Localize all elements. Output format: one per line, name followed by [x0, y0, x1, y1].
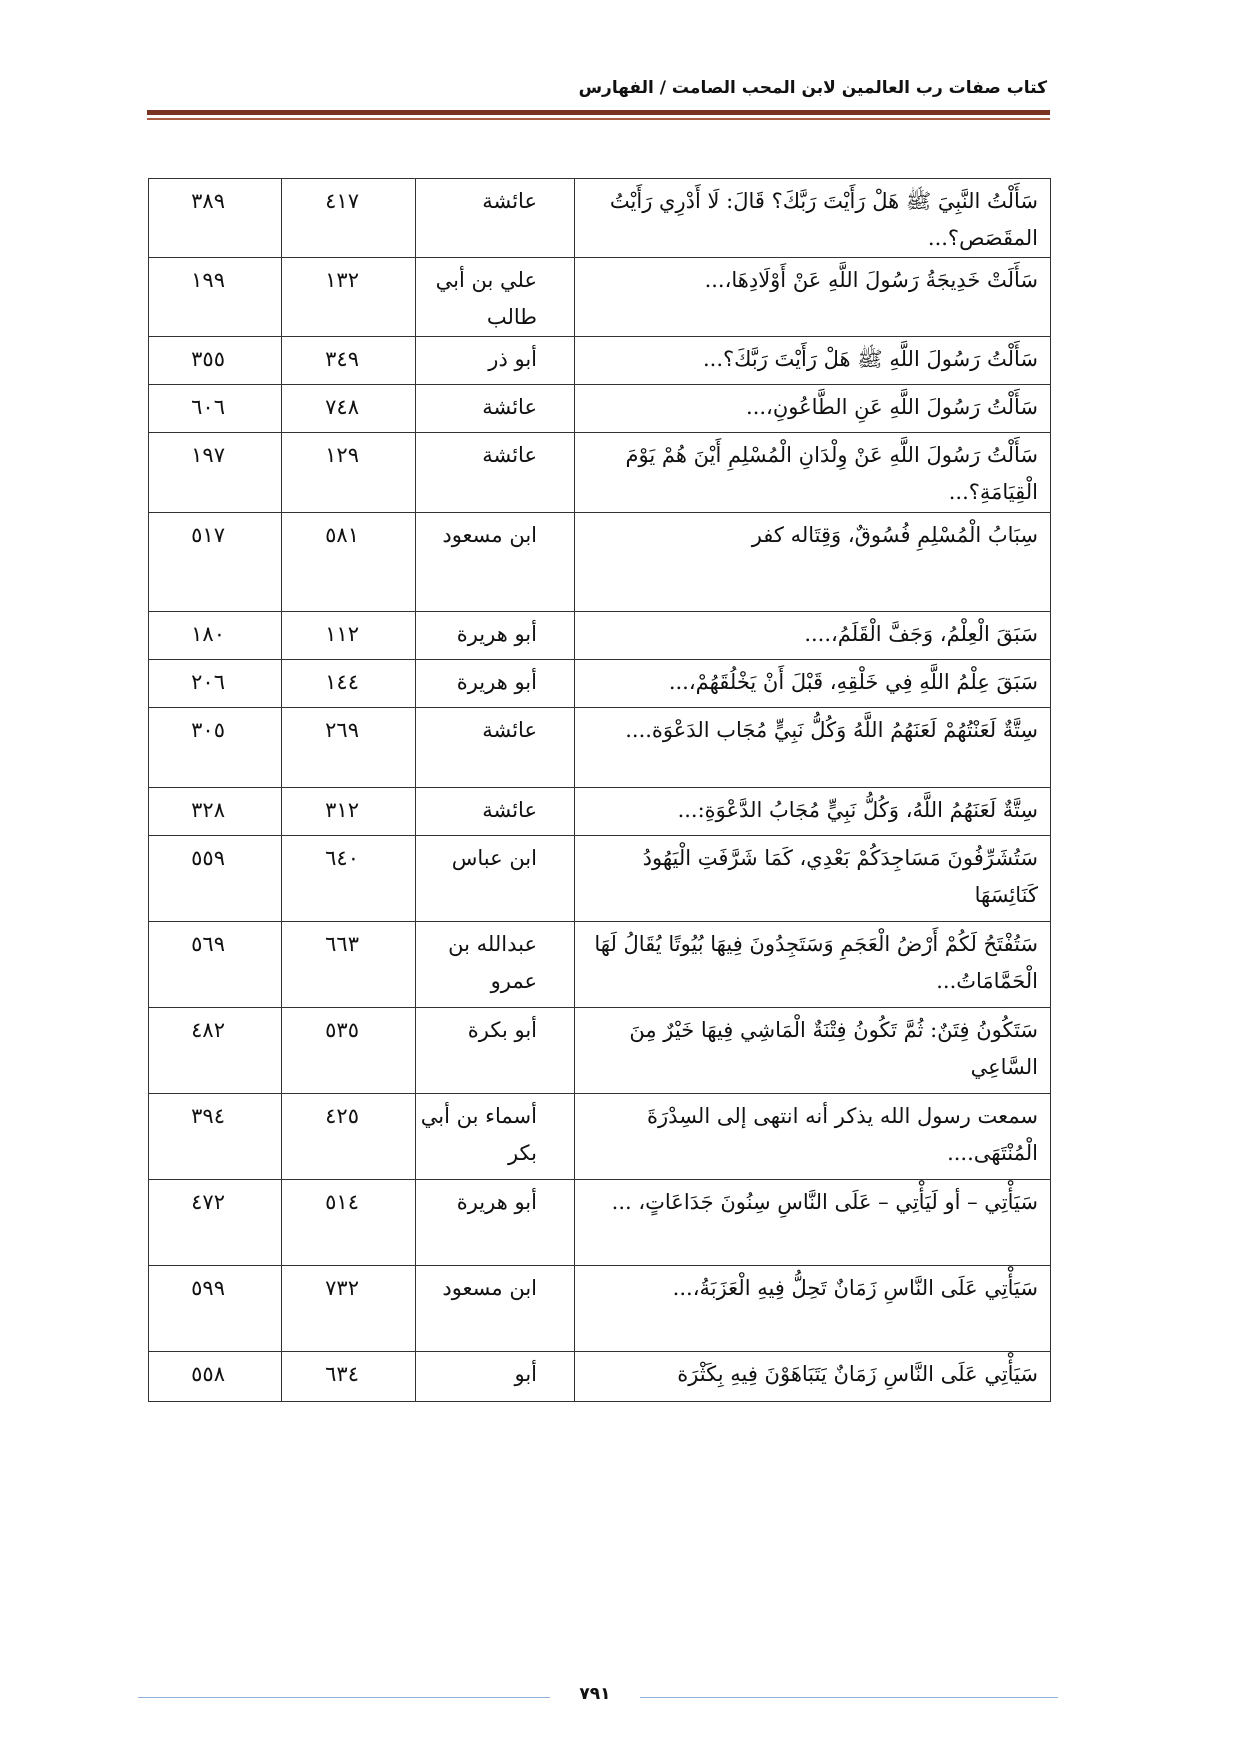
page-cell-text: ٤٨٢: [191, 1018, 225, 1042]
hadith-number-cell: [282, 1094, 416, 1180]
hadith-text-cell-text: سمعت رسول الله يذكر أنه انتهى إلى السِدْرَةَ الْمُنْتَهَى....: [647, 1104, 1038, 1165]
page-cell-text: ٥٥٩: [191, 846, 225, 870]
page-cell: [149, 433, 282, 513]
hadith-text-cell-text: سَأَلْتُ رَسُولَ اللَّهِ عَنْ وِلْدَانِ الْمُسْلِمِ أَيْنَ هُمْ يَوْمَ الْقِيَامَةِ؟...: [625, 443, 1038, 504]
hadith-number-cell-text: ١٢٩: [325, 443, 359, 467]
narrator-cell-text: عائشة: [482, 798, 537, 822]
page-cell-text: ٦٠٦: [191, 395, 225, 419]
narrator-cell: [416, 337, 575, 385]
page-cell: [149, 385, 282, 433]
hadith-text-cell: [575, 660, 1051, 708]
hadith-number-cell-text: ٤١٧: [325, 189, 359, 213]
hadith-number-cell: [282, 660, 416, 708]
hadith-text-cell: [575, 385, 1051, 433]
hadith-number-cell: [282, 1008, 416, 1094]
page-cell-text: ١٨٠: [191, 622, 225, 646]
narrator-cell-text: عائشة: [482, 395, 537, 419]
narrator-cell-text: أبو هريرة: [456, 622, 537, 646]
table-row: [149, 385, 1051, 433]
hadith-number-cell: [282, 433, 416, 513]
hadith-text-cell: [575, 179, 1051, 258]
narrator-cell: [416, 660, 575, 708]
narrator-cell-text: أبو: [514, 1362, 537, 1386]
page-cell-text: ٢٠٦: [191, 670, 225, 694]
page-cell: [149, 788, 282, 836]
table-row: [149, 660, 1051, 708]
hadith-text-cell: [575, 433, 1051, 513]
hadith-number-cell: [282, 612, 416, 660]
table-row: [149, 1180, 1051, 1266]
table-row: [149, 1094, 1051, 1180]
footer-line-left: [138, 1697, 550, 1698]
page-cell-text: ٣٢٨: [191, 798, 225, 822]
page-cell: [149, 1180, 282, 1266]
hadith-text-cell-text: سِتَّةٌ لَعَنَهُمُ اللَّهُ، وَكُلُّ نَبِيٍّ مُجَابُ الدَّعْوَةِ:...: [677, 798, 1038, 822]
hadith-text-cell-text: سَتُفْتَحُ لَكُمْ أَرْضُ الْعَجَمِ وَسَتَجِدُونَ فِيهَا بُيُوتًا يُقَالُ لَهَا الْحَمَّامَاتُ...: [594, 932, 1038, 993]
narrator-cell-text: ابن مسعود: [442, 1276, 537, 1300]
hadith-number-cell-text: ٧٣٢: [325, 1276, 359, 1300]
page-cell-text: ٥٥٨: [191, 1362, 225, 1386]
page-cell: [149, 708, 282, 788]
hadith-number-cell: [282, 179, 416, 258]
page-cell-text: ١٩٩: [191, 268, 225, 292]
page-cell: [149, 1266, 282, 1352]
narrator-cell: [416, 1180, 575, 1266]
table-row: [149, 337, 1051, 385]
hadith-text-cell-text: سَأَلْتُ رَسُولَ اللَّهِ عَنِ الطَّاعُونِ،...: [746, 395, 1038, 419]
page-cell-text: ٥١٧: [191, 523, 225, 547]
hadith-number-cell-text: ٦٦٣: [325, 932, 359, 956]
hadith-number-cell: [282, 513, 416, 612]
narrator-cell-text: أسماء بن أبي بكر: [420, 1104, 537, 1165]
page-cell-text: ٣٠٥: [191, 718, 225, 742]
hadith-number-cell-text: ٤٢٥: [325, 1104, 359, 1128]
hadith-text-cell-text: سَأَلَتْ خَدِيجَةُ رَسُولَ اللَّهِ عَنْ أَوْلَادِهَا،...: [704, 268, 1038, 292]
table-row: [149, 1352, 1051, 1402]
table-row: [149, 179, 1051, 258]
narrator-cell: [416, 385, 575, 433]
hadith-text-cell: [575, 612, 1051, 660]
table-row: [149, 258, 1051, 337]
page-cell: [149, 660, 282, 708]
narrator-cell: [416, 788, 575, 836]
page-cell: [149, 179, 282, 258]
hadith-text-cell: [575, 513, 1051, 612]
hadith-number-cell-text: ١٤٤: [325, 670, 359, 694]
narrator-cell: [416, 1008, 575, 1094]
narrator-cell-text: عبدالله بن عمرو: [448, 932, 537, 993]
header-rule: [147, 110, 1050, 115]
hadith-number-cell: [282, 1352, 416, 1402]
narrator-cell: [416, 433, 575, 513]
narrator-cell-text: أبو هريرة: [456, 670, 537, 694]
hadith-number-cell-text: ٥٨١: [325, 523, 359, 547]
hadith-number-cell-text: ٣٤٩: [325, 347, 359, 371]
hadith-text-cell: [575, 708, 1051, 788]
table-row: [149, 922, 1051, 1008]
page-cell-text: ٣٥٥: [191, 347, 225, 371]
narrator-cell-text: ابن مسعود: [442, 523, 537, 547]
narrator-cell: [416, 1094, 575, 1180]
page-cell-text: ٥٩٩: [191, 1276, 225, 1300]
hadith-number-cell: [282, 708, 416, 788]
page-cell: [149, 922, 282, 1008]
narrator-cell: [416, 179, 575, 258]
narrator-cell-text: أبو ذر: [488, 347, 537, 371]
hadith-text-cell: [575, 788, 1051, 836]
narrator-cell-text: عائشة: [482, 443, 537, 467]
narrator-cell: [416, 1352, 575, 1402]
hadith-index-table: [148, 178, 1051, 1402]
hadith-number-cell-text: ٧٤٨: [325, 395, 359, 419]
page-number: ٧٩١: [579, 1684, 611, 1704]
hadith-number-cell-text: ٣١٢: [325, 798, 359, 822]
hadith-text-cell: [575, 836, 1051, 922]
page-cell-text: ٣٨٩: [191, 189, 225, 213]
narrator-cell: [416, 922, 575, 1008]
hadith-number-cell: [282, 1180, 416, 1266]
narrator-cell-text: ابن عباس: [451, 846, 537, 870]
hadith-text-cell-text: سَيَأْتِي عَلَى النَّاسِ زَمَانٌ تَحِلُّ فِيهِ الْعَزَبَةُ،...: [672, 1276, 1038, 1300]
hadith-text-cell-text: سَتَكُونُ فِتَنٌ: ثُمَّ تَكُونُ فِتْنَةٌ الْمَاشِي فِيهَا خَيْرٌ مِنَ السَّاعِي: [629, 1018, 1038, 1079]
page-cell: [149, 612, 282, 660]
hadith-text-cell: [575, 922, 1051, 1008]
hadith-text-cell-text: سَتُشَرِّفُونَ مَسَاجِدَكُمْ بَعْدِي، كَمَا شَرَّفَتِ الْيَهُودُ كَنَائِسَهَا: [642, 846, 1038, 907]
page-cell: [149, 513, 282, 612]
narrator-cell: [416, 708, 575, 788]
hadith-text-cell-text: سَأَلْتُ رَسُولَ اللَّهِ ﷺ هَلْ رَأَيْتَ رَبَّكَ؟...: [703, 347, 1038, 371]
hadith-number-cell: [282, 337, 416, 385]
hadith-text-cell: [575, 1094, 1051, 1180]
narrator-cell: [416, 836, 575, 922]
table-row: [149, 1008, 1051, 1094]
table-row: [149, 836, 1051, 922]
hadith-text-cell: [575, 1008, 1051, 1094]
hadith-text-cell: [575, 258, 1051, 337]
page-cell: [149, 258, 282, 337]
page-cell-text: ٥٦٩: [191, 932, 225, 956]
narrator-cell-text: أبو بكرة: [467, 1018, 537, 1042]
hadith-text-cell: [575, 1266, 1051, 1352]
hadith-number-cell-text: ٥٣٥: [325, 1018, 359, 1042]
table-row: [149, 708, 1051, 788]
hadith-number-cell-text: ٦٤٠: [325, 846, 359, 870]
hadith-text-cell-text: سَبَقَ عِلْمُ اللَّهِ فِي خَلْقِهِ، قَبْلَ أَنْ يَخْلُقَهُمْ،...: [668, 670, 1038, 694]
hadith-number-cell: [282, 1266, 416, 1352]
hadith-text-cell-text: سِتَّةٌ لَعَنْتُهُمْ لَعَنَهُمُ اللَّهُ وَكُلُّ نَبِيٍّ مُجَاب الدَعْوَة....: [625, 718, 1038, 742]
footer-line-right: [640, 1697, 1058, 1698]
hadith-number-cell-text: ٦٣٤: [325, 1362, 359, 1386]
hadith-text-cell-text: سَيَأْتِي – أو لَيَأْتِي – عَلَى النَّاسِ سِنُونَ جَدَاعَاتٍ، ...: [611, 1190, 1038, 1214]
page-cell: [149, 836, 282, 922]
hadith-text-cell-text: سِبَابُ الْمُسْلِمِ فُسُوقٌ، وَقِتَاله كفر: [751, 523, 1038, 547]
hadith-text-cell-text: سَيَأْتِي عَلَى النَّاسِ زَمَانٌ يَتَبَاهَوْنَ فِيهِ بِكَثْرَة: [677, 1362, 1038, 1386]
hadith-number-cell-text: ١١٢: [325, 622, 359, 646]
page-cell: [149, 1008, 282, 1094]
page-cell: [149, 1352, 282, 1402]
page-cell-text: ٤٧٢: [191, 1190, 225, 1214]
narrator-cell: [416, 612, 575, 660]
page-cell-text: ١٩٧: [191, 443, 225, 467]
hadith-text-cell: [575, 337, 1051, 385]
narrator-cell: [416, 513, 575, 612]
page-cell: [149, 337, 282, 385]
table-row: [149, 612, 1051, 660]
hadith-number-cell: [282, 836, 416, 922]
table-row: [149, 788, 1051, 836]
hadith-text-cell: [575, 1352, 1051, 1402]
hadith-text-cell-text: سَبَقَ الْعِلْمُ، وَجَفَّ الْقَلَمُ،....: [804, 622, 1038, 646]
narrator-cell: [416, 1266, 575, 1352]
running-header-title: كتاب صفات رب العالمين لابن المحب الصامت / الفهارس: [578, 78, 1047, 98]
narrator-cell-text: عائشة: [482, 189, 537, 213]
header-rule-thin: [147, 118, 1050, 120]
table-row: [149, 1266, 1051, 1352]
hadith-number-cell: [282, 258, 416, 337]
page-cell-text: ٣٩٤: [191, 1104, 225, 1128]
table-body: [149, 179, 1051, 1402]
narrator-cell-text: علي بن أبي طالب: [435, 268, 537, 329]
hadith-number-cell-text: ٥١٤: [325, 1190, 359, 1214]
hadith-number-cell: [282, 788, 416, 836]
hadith-text-cell: [575, 1180, 1051, 1266]
hadith-number-cell: [282, 922, 416, 1008]
page-cell: [149, 1094, 282, 1180]
narrator-cell: [416, 258, 575, 337]
hadith-number-cell: [282, 385, 416, 433]
narrator-cell-text: عائشة: [482, 718, 537, 742]
narrator-cell-text: أبو هريرة: [456, 1190, 537, 1214]
hadith-text-cell-text: سَأَلْتُ النَّبِيَ ﷺ هَلْ رَأَيْتَ رَبَّكَ؟ قَالَ: لَا أَدْرِي رَأَيْتُ المقَصَص؟...: [609, 189, 1038, 250]
hadith-number-cell-text: ٢٦٩: [325, 718, 359, 742]
table-row: [149, 433, 1051, 513]
table-row: [149, 513, 1051, 612]
hadith-number-cell-text: ١٣٢: [325, 268, 359, 292]
